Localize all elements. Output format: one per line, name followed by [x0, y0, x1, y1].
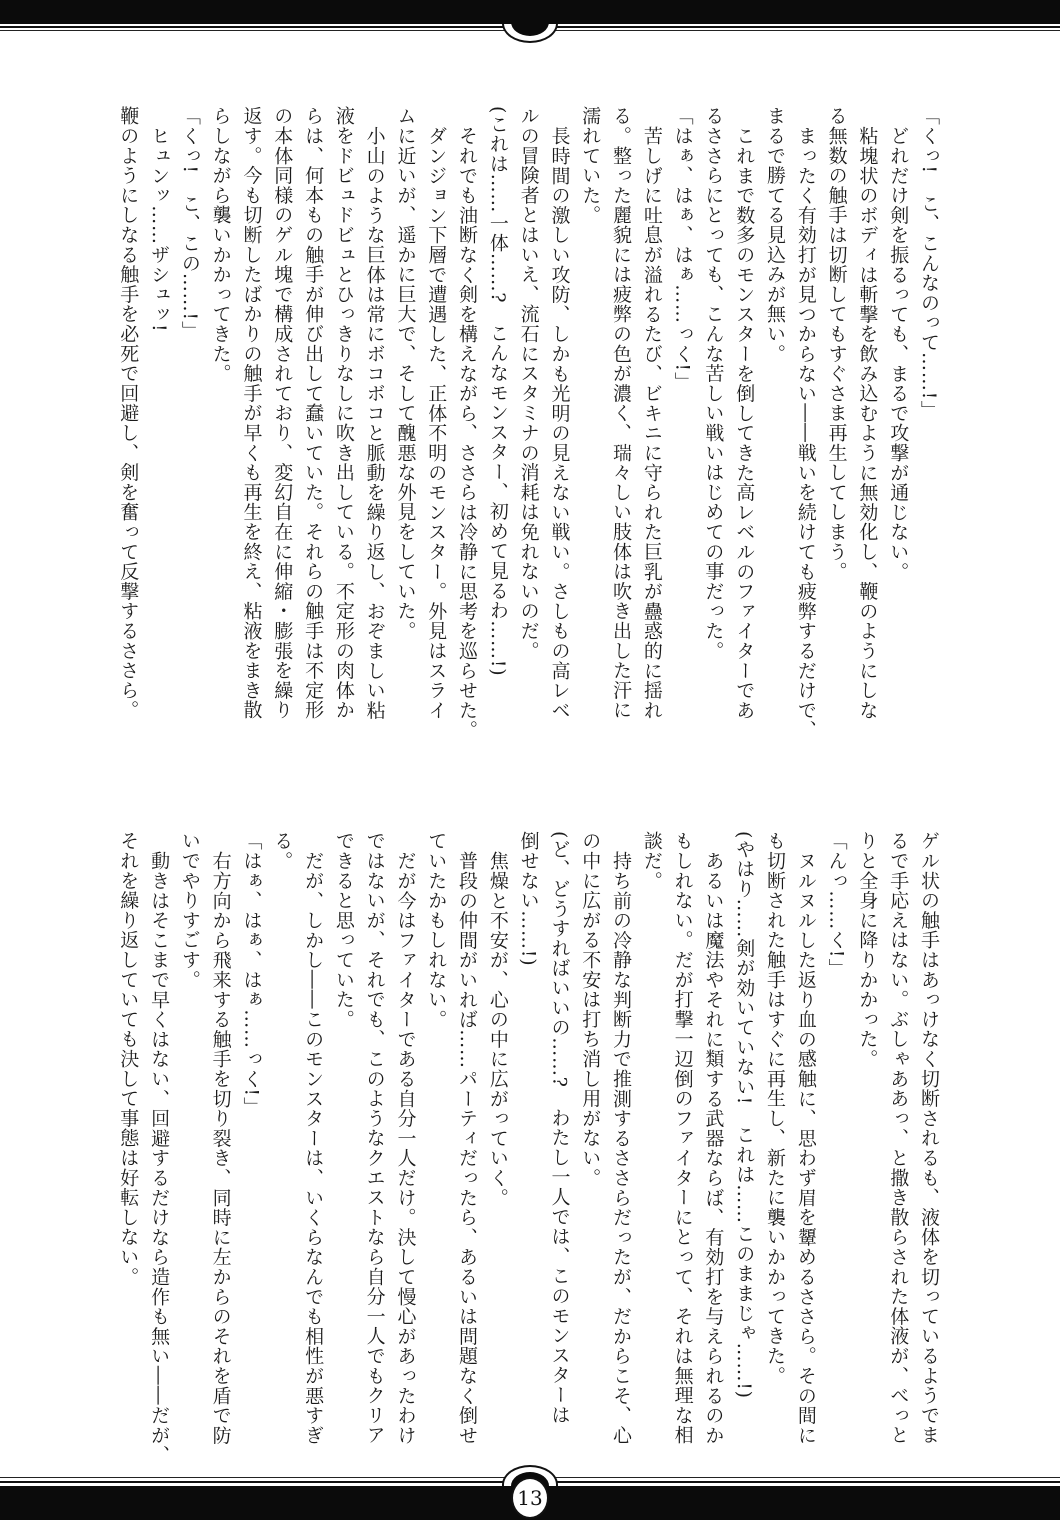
text-column: だが、しかし――このモンスターは、いくらなんでも相性が悪すぎ	[302, 851, 325, 1445]
text-column: りと全身に降りかかった。	[856, 831, 879, 1069]
text-column: いでやりすごす。	[178, 831, 201, 990]
text-column: 動きはそこまで早くはない、回避するだけなら造作も無い――だが、	[148, 851, 171, 1465]
text-column: らしながら襲いかかってきた。	[209, 106, 232, 384]
text-column: 液をドビュドビュとひっきりなしに吹き出している。不定形の肉体か	[332, 106, 355, 720]
text-column: それを繰り返していても決して事態は好転しない。	[117, 831, 140, 1287]
text-block-1	[112, 106, 944, 751]
text-column: 粘塊状のボディは斬撃を飲み込むように無効化し、鞭のようにしな	[856, 126, 879, 720]
text-column: 長時間の激しい攻防、しかも光明の見えない戦い。さしもの高レベ	[548, 126, 571, 720]
text-column: ムに近いが、遥かに巨大で、そして醜悪な外見をしていた。	[394, 106, 417, 641]
text-column: それでも油断なく剣を構えながら、ささらは冷静に思考を巡らせた。	[456, 126, 479, 740]
text-column: 小山のような巨体は常にボコボコと脈動を繰り返し、おぞましい粘	[363, 126, 386, 720]
text-column: るで手応えはない。ぶしゃああっ、と撒き散らされた体液が、べっと	[887, 831, 910, 1445]
text-column: 「くっ! こ、こんなのって……!」	[918, 106, 940, 420]
text-column: の本体同様のゲル塊で構成されており、変幻自在に伸縮・膨張を繰り	[271, 106, 294, 720]
text-column: るささらにとっても、こんな苦しい戦いはじめての事だった。	[702, 106, 725, 661]
text-column: まったく有効打が見つからない――戦いを続けても疲弊するだけで、	[794, 126, 817, 740]
text-column: らは、何本もの触手が伸び出して蠢いていた。それらの触手は不定形	[302, 106, 325, 720]
text-column: 返す。今も切断したばかりの触手が早くも再生を終え、粘液をまき散	[240, 106, 263, 720]
text-column: 焦燥と不安が、心の中に広がっていく。	[486, 851, 509, 1208]
text-column: ヒュンッ……ザシュッ!	[148, 126, 171, 333]
text-column: もしれない。だが打撃一辺倒のファイターにとって、それは無理な相	[671, 831, 694, 1445]
text-column: 濡れていた。	[579, 106, 602, 225]
text-column: 倒せない……!)	[517, 831, 540, 967]
text-column: まるで勝てる見込みが無い。	[764, 106, 787, 364]
text-column: ていたかもしれない。	[425, 831, 448, 1029]
text-column: これまで数多のモンスターを倒してきた高レベルのファイターであ	[733, 126, 756, 720]
text-column: 普段の仲間がいれば……パーティだったら、あるいは問題なく倒せ	[456, 851, 479, 1445]
text-column: (これは……一体……? こんなモンスター、初めて見るわ……!)	[486, 106, 509, 677]
text-column: 談だ。	[640, 831, 663, 891]
text-column: ではないが、それでも、このようなクエストなら自分一人でもクリア	[363, 831, 386, 1445]
text-column: も切断された触手はすぐに再生し、新たに襲いかかってきた。	[764, 831, 787, 1386]
text-column: 「はぁ、はぁ、はぁ……っく!」	[240, 831, 263, 1117]
text-column: の中に広がる不安は打ち消し用がない。	[579, 831, 602, 1188]
header-bar	[0, 0, 1060, 24]
text-column: あるいは魔法やそれに類する武器ならば、有効打を与えられるのか	[702, 851, 725, 1445]
text-column: どれだけ剣を振るっても、まるで攻撃が通じない。	[887, 126, 910, 582]
text-column: る。	[271, 831, 294, 871]
text-column: できると思っていた。	[332, 831, 355, 1029]
text-column: ヌルヌルした返り血の感触に、思わず眉を顰めるささら。その間に	[794, 851, 817, 1445]
text-column: 「くっ! こ、この……!」	[178, 106, 201, 341]
text-column: 「んっ……く!」	[825, 831, 848, 979]
text-column: 苦しげに吐息が溢れるたび、ビキニに守られた巨乳が蠱惑的に揺れ	[640, 126, 663, 720]
text-column: ルの冒険者とはいえ、流石にスタミナの消耗は免れないのだ。	[517, 106, 540, 661]
text-column: (やはり……剣が効いていない! これは……このままじゃ……!)	[733, 831, 756, 1399]
page-number-medallion	[511, 1477, 549, 1519]
text-column: だが今はファイターである自分一人だけ。決して慢心があったわけ	[394, 851, 417, 1445]
text-column: ダンジョン下層で遭遇した、正体不明のモンスター。外見はスライ	[425, 126, 448, 720]
text-block-2	[112, 831, 944, 1476]
text-column: る。整った麗貌には疲弊の色が濃く、瑞々しい肢体は吹き出した汗に	[610, 106, 633, 720]
text-column: (ど、どうすればいいの……? わたし一人では、このモンスターは	[548, 831, 571, 1425]
page-number: 13	[517, 1486, 543, 1510]
text-column: 右方向から飛来する触手を切り裂き、同時に左からのそれを盾で防	[209, 851, 232, 1445]
text-column: 「はぁ、はぁ、はぁ……っく!」	[671, 106, 694, 392]
text-column: ゲル状の触手はあっけなく切断されるも、液体を切っているようでま	[918, 831, 940, 1445]
text-column: 鞭のようにしなる触手を必死で回避し、剣を奮って反撃するささら。	[117, 106, 140, 720]
text-column: 持ち前の冷静な判断力で推測するささらだったが、だからこそ、心	[610, 851, 633, 1445]
text-column: る無数の触手は切断してもすぐさま再生してしまう。	[825, 106, 848, 582]
